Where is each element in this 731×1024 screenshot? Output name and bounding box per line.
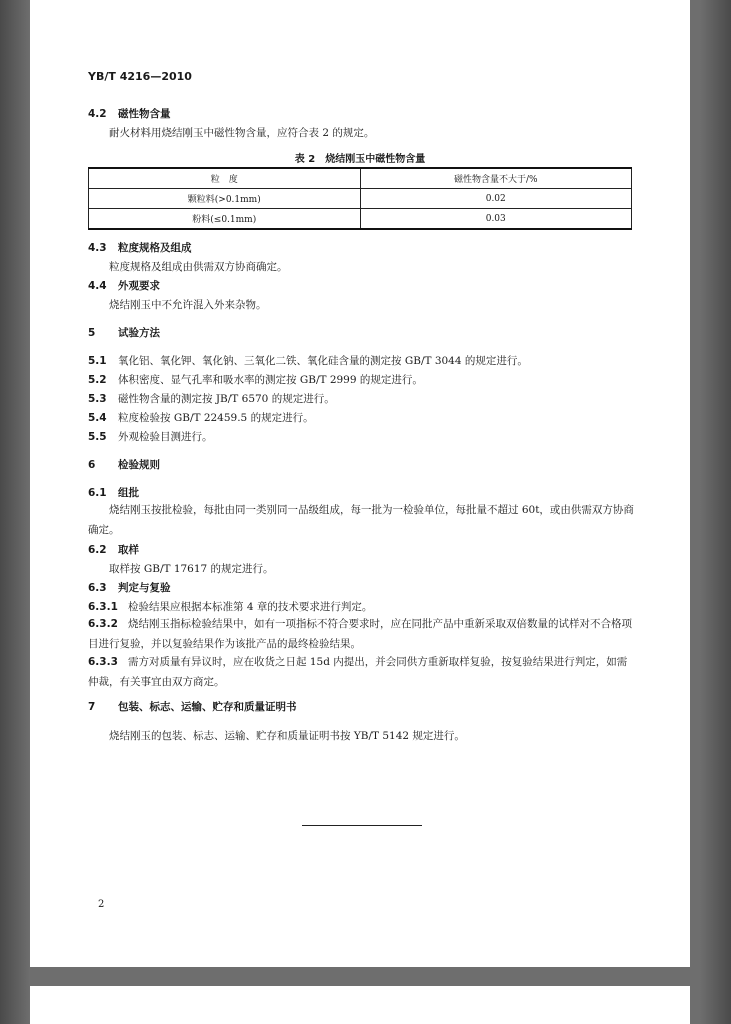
clause-5-3 (88, 391, 335, 406)
section-title: 取样 (118, 544, 139, 556)
section-title: 判定与复验 (118, 582, 171, 594)
table-cell: 粉料(≤0.1mm) (89, 209, 361, 230)
chapter-5-heading (88, 325, 160, 340)
end-of-document-rule (302, 825, 422, 826)
chapter-title: 试验方法 (118, 327, 160, 339)
table-cell: 颗粒料(>0.1mm) (89, 189, 361, 209)
standard-code-header: YB/T 4216—2010 (88, 70, 192, 83)
page-number: 2 (98, 899, 105, 910)
chapter-number: 7 (88, 701, 96, 713)
clause-text: 粒度检验按 GB/T 22459.5 的规定进行。 (118, 412, 314, 424)
clause-text: 外观检验目测进行。 (118, 431, 213, 443)
chapter-7-heading (88, 699, 297, 714)
clause-5-1 (88, 353, 528, 368)
section-6-1-heading (88, 485, 139, 500)
section-4-4-body: 烧结刚玉中不允许混入外来杂物。 (109, 299, 267, 311)
chapter-6-heading (88, 457, 160, 472)
table-2-caption (30, 150, 690, 165)
section-6-2-heading (88, 542, 139, 557)
section-6-2-body: 取样按 GB/T 17617 的规定进行。 (109, 563, 274, 575)
clause-number: 6.3.1 (88, 601, 118, 613)
chapter-number: 5 (88, 327, 96, 339)
document-page (30, 0, 690, 967)
column-header-magnetic-content: 磁性物含量不大于/% (360, 168, 632, 189)
section-6-1-body: 烧结刚玉按批检验，每批由同一类别同一品级组成，每一批为一检验单位，每批量不超过 60t，或由供需双方协商确定。 (88, 504, 634, 536)
clause-number: 5.4 (88, 412, 107, 424)
chapter-title: 包装、标志、运输、贮存和质量证明书 (118, 701, 297, 713)
section-4-4-heading (88, 278, 160, 293)
table-cell: 0.02 (360, 189, 632, 209)
section-4-2-heading (88, 106, 171, 121)
table-header-row (89, 168, 632, 189)
clause-5-5 (88, 429, 213, 444)
section-number: 6.3 (88, 582, 107, 594)
section-number: 4.2 (88, 108, 107, 120)
chapter-7-body: 烧结刚玉的包装、标志、运输、贮存和质量证明书按 YB/T 5142 规定进行。 (109, 730, 465, 742)
chapter-title: 检验规则 (118, 459, 160, 471)
clause-number: 5.3 (88, 393, 107, 405)
clause-6-3-1 (88, 599, 372, 614)
clause-number: 5.2 (88, 374, 107, 386)
clause-text: 磁性物含量的测定按 JB/T 6570 的规定进行。 (118, 393, 335, 405)
chapter-number: 6 (88, 459, 96, 471)
section-title: 磁性物含量 (118, 108, 171, 120)
section-6-3-heading (88, 580, 171, 595)
clause-number: 6.3.2 (88, 618, 118, 630)
clause-number: 5.1 (88, 355, 107, 367)
clause-6-3-2 (88, 614, 636, 654)
next-page-edge (30, 986, 690, 1024)
table-caption-number: 表 2 (294, 154, 316, 165)
section-title: 组批 (118, 487, 139, 499)
table-row (89, 209, 632, 230)
clause-text: 烧结刚玉指标检验结果中，如有一项指标不符合要求时，应在同批产品中重新采取双倍数量的试样对不合格项目进行复验，并以复验结果作为该批产品的最终检验结果。 (88, 618, 632, 650)
section-title: 粒度规格及组成 (118, 242, 192, 254)
table-row (89, 189, 632, 209)
section-4-3-body: 粒度规格及组成由供需双方协商确定。 (109, 261, 288, 273)
table-cell: 0.03 (360, 209, 632, 230)
section-4-3-heading (88, 240, 192, 255)
section-title: 外观要求 (118, 280, 160, 292)
clause-5-4 (88, 410, 314, 425)
section-4-2-body: 耐火材料用烧结刚玉中磁性物含量，应符合表 2 的规定。 (109, 127, 375, 139)
clause-text: 氧化铝、氧化钾、氧化钠、三氧化二铁、氧化硅含量的测定按 GB/T 3044 的规定进行。 (118, 355, 528, 367)
clause-text: 需方对质量有异议时，应在收货之日起 15d 内提出，并会同供方重新取样复验，按复验结果进行判定，如需仲裁，有关事宜由双方商定。 (88, 656, 628, 688)
section-number: 6.2 (88, 544, 107, 556)
clause-6-3-3 (88, 652, 636, 692)
section-number: 6.1 (88, 487, 107, 499)
section-number: 4.3 (88, 242, 107, 254)
magnetic-content-table (88, 167, 632, 230)
column-header-grain-size: 粒 度 (89, 168, 361, 189)
clause-5-2 (88, 372, 423, 387)
clause-text: 检验结果应根据本标准第 4 章的技术要求进行判定。 (128, 601, 373, 613)
clause-number: 5.5 (88, 431, 107, 443)
clause-number: 6.3.3 (88, 656, 118, 668)
table-caption-title: 烧结刚玉中磁性物含量 (325, 154, 426, 165)
section-number: 4.4 (88, 280, 107, 292)
clause-text: 体积密度、显气孔率和吸水率的测定按 GB/T 2999 的规定进行。 (118, 374, 423, 386)
